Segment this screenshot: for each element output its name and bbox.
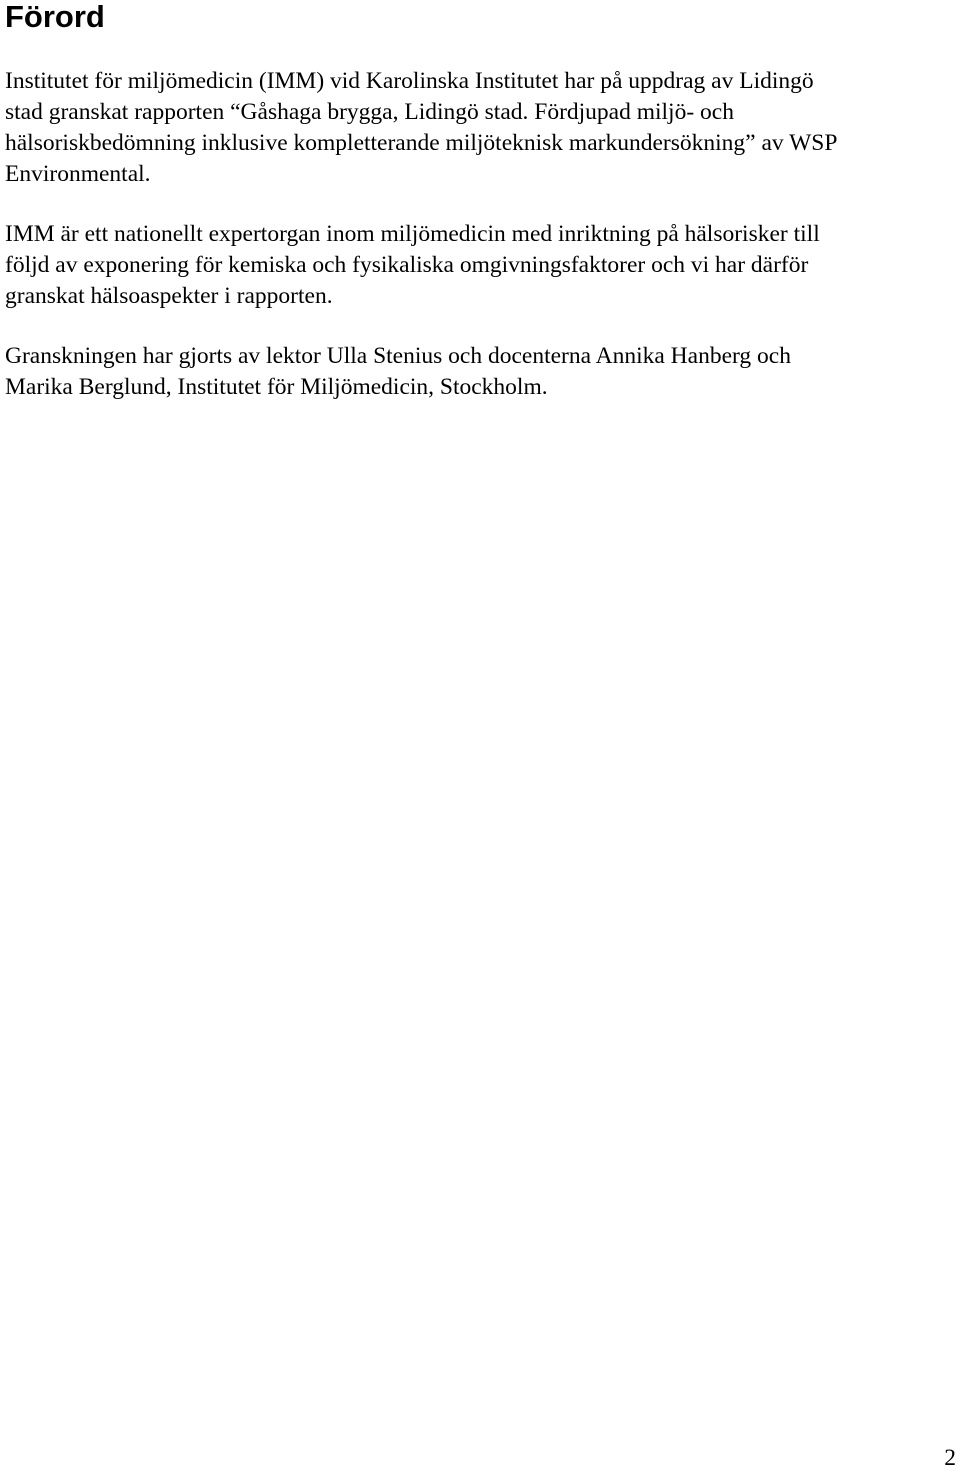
paragraph-line: stad granskat rapporten “Gåshaga brygga, Lidingö stad. Fördjupad miljö- och bbox=[5, 99, 734, 125]
paragraph-intro bbox=[5, 66, 837, 190]
page-number: 2 bbox=[944, 1445, 956, 1471]
paragraph-line: Marika Berglund, Institutet för Miljömedicin, Stockholm. bbox=[5, 374, 548, 400]
paragraph-line: granskat hälsoaspekter i rapporten. bbox=[5, 283, 333, 309]
paragraph-line: Granskningen har gjorts av lektor Ulla Stenius och docenterna Annika Hanberg och bbox=[5, 343, 791, 369]
page-title: Förord bbox=[5, 0, 105, 34]
paragraph-imm-role bbox=[5, 219, 820, 312]
paragraph-reviewers bbox=[5, 341, 791, 403]
paragraph-line: Institutet för miljömedicin (IMM) vid Karolinska Institutet har på uppdrag av Lidingö bbox=[5, 68, 814, 94]
paragraph-line: IMM är ett nationellt expertorgan inom miljömedicin med inriktning på hälsorisker till bbox=[5, 221, 820, 247]
paragraph-line: Environmental. bbox=[5, 161, 151, 187]
paragraph-line: hälsoriskbedömning inklusive kompletterande miljöteknisk markundersökning” av WSP bbox=[5, 130, 838, 156]
paragraph-line: följd av exponering för kemiska och fysikaliska omgivningsfaktorer och vi har därför bbox=[5, 252, 809, 278]
